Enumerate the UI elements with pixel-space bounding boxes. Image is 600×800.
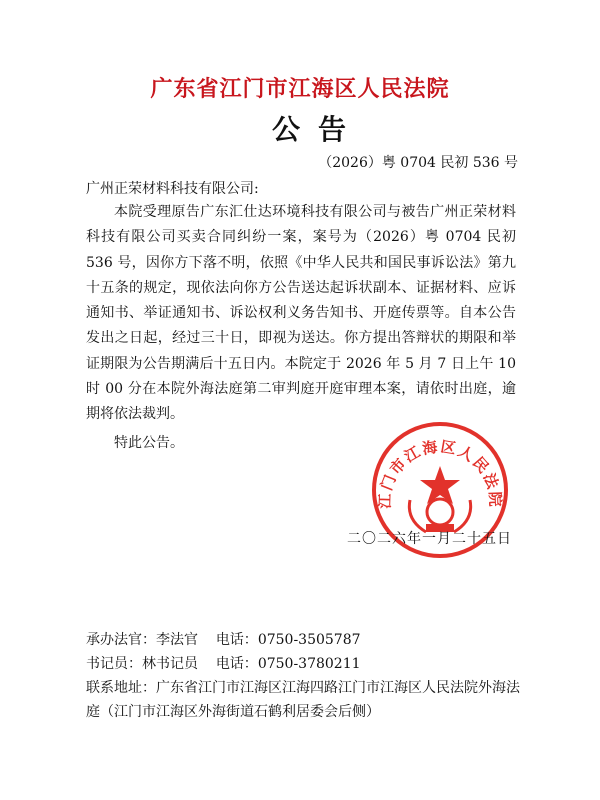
notice-body xyxy=(86,200,516,428)
judge-name: 李法官 xyxy=(156,632,198,648)
clerk-contact xyxy=(86,652,526,676)
seal-text: 江门市江海区人民法院 xyxy=(375,437,505,509)
court-name: 广东省江门市江海区人民法院 xyxy=(150,77,450,102)
addressee: 广州正荣材料科技有限公司: xyxy=(86,181,259,197)
notice-title: 公告 xyxy=(271,113,364,146)
clerk-phone: 0750-3780211 xyxy=(257,656,361,672)
judge-phone: 0750-3505787 xyxy=(257,632,361,648)
closing-remark: 特此公告。 xyxy=(114,435,184,451)
address-text: 广东省江门市江海区江海四路江门市江海区人民法院外海法庭（江门市江海区外海街道石鹤利居委会后侧） xyxy=(86,680,520,720)
judge-label: 承办法官： xyxy=(86,632,156,648)
notice-date: 二〇二六年一月二十五日 xyxy=(347,531,512,547)
clerk-label: 书记员： xyxy=(86,656,142,672)
notice-body-paragraph: 本院受理原告广东汇仕达环境科技有限公司与被告广州正荣材料科技有限公司买卖合同纠纷一案，案号为（2026）粤 0704 民初 536 号，因你方下落不明，依照《中华人民共和国民事诉讼法》第九十五条的规定，现依法向你方公告送达起诉状副本、证据材料、应诉通知书、举证通知书、诉讼权利义务告知书、开庭传票等。自本公告发出之日起，经过三十日，即视为送达。你方提出答辩状的期限和举证期限为公告期满后十五日内。本院定于 2026 年 5 月 7 日上午 10 时 00 分在本院外海法庭第二审判庭开庭审理本案，请依时出庭，逾期将依法裁判。 xyxy=(86,204,516,423)
address-label: 联系地址： xyxy=(86,680,156,696)
clerk-name: 林书记员 xyxy=(142,656,198,672)
address-contact xyxy=(86,676,522,724)
clerk-phone-label: 电话： xyxy=(215,656,258,672)
judge-phone-label: 电话： xyxy=(215,632,258,648)
case-number: （2026）粤 0704 民初 536 号 xyxy=(318,155,518,171)
judge-contact xyxy=(86,628,526,652)
